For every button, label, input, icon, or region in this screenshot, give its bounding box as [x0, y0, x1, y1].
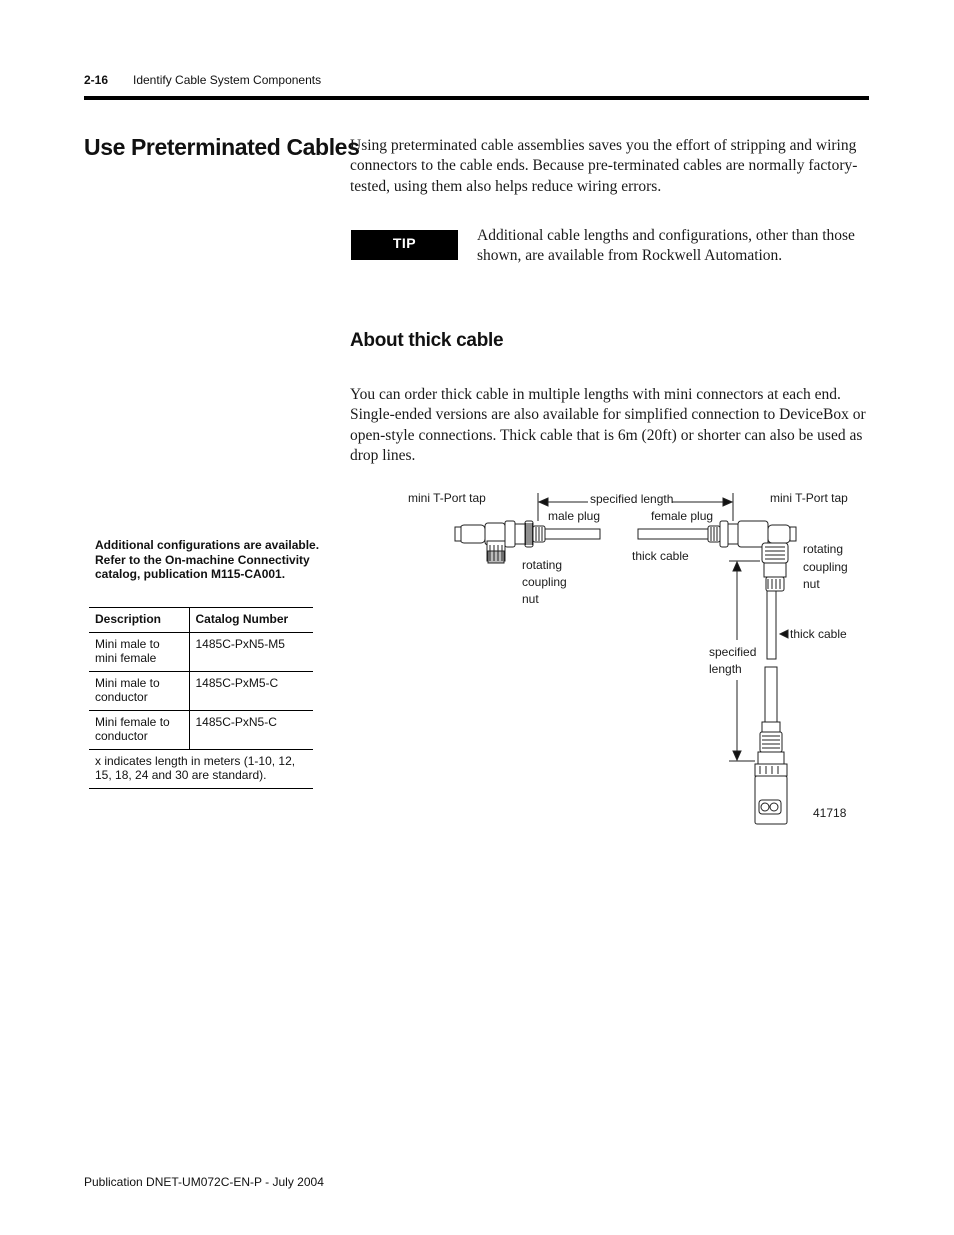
table-header-catalog-number: Catalog Number [195, 612, 289, 626]
label-rotating-left: rotating [522, 558, 563, 572]
horizontal-thick-cable [545, 529, 708, 539]
intro-paragraph: Using preterminated cable assemblies saves you the effort of stripping and wiring connectors to the cable ends. Because pre-terminated cables are normally factory-tested, using them also helps reduce wiring errors. [350, 137, 858, 195]
sidenote: Additional configurations are available. Refer to the On-machine Connectivity catalog, publication M115-CA001. [95, 538, 320, 581]
label-specified: specified [709, 645, 757, 659]
figure-number: 41718 [813, 806, 847, 820]
section-title: Use Preterminated Cables [84, 134, 360, 160]
label-rotating-right: rotating [803, 542, 844, 556]
table-cell-description: Mini female to conductor [89, 711, 189, 750]
label-nut-right: nut [803, 577, 820, 591]
label-female-plug: female plug [651, 509, 714, 523]
table-note-row [89, 750, 313, 789]
tip-badge: TIP [351, 230, 458, 260]
thick-cable-pointer-arrow [780, 630, 788, 638]
table-cell-description: Mini male to conductor [89, 672, 189, 711]
subsection-title: About thick cable [350, 330, 504, 351]
vertical-thick-cable [765, 591, 777, 722]
label-thick-cable-top: thick cable [632, 549, 689, 563]
table-cell-catalog-number: 1485C-PxN5-C [195, 715, 277, 729]
cable-diagram [400, 485, 860, 830]
left-tport-connector [455, 521, 545, 563]
label-thick-cable-right: thick cable [790, 627, 847, 641]
table-cell-catalog-number: 1485C-PxM5-C [195, 676, 279, 690]
right-tport-connector [708, 521, 796, 591]
table-header-description: Description [89, 608, 189, 633]
bottom-connector [755, 722, 787, 824]
table-row [89, 633, 313, 672]
label-coupling-right: coupling [803, 560, 848, 574]
label-specified-length-top: specified length [590, 492, 674, 506]
footer-publication: Publication DNET-UM072C-EN-P - July 2004 [84, 1175, 324, 1189]
thick-cable-paragraph: You can order thick cable in multiple lengths with mini connectors at each end. Single-ended versions are also available for simplified connection to DeviceBox or open-style connections. Thick cable that is 6m (20ft) or shorter can also be used as drop lines. [350, 386, 866, 464]
table-cell-description: Mini male to mini female [89, 633, 189, 672]
table-row [89, 711, 313, 750]
label-coupling-left: coupling [522, 575, 567, 589]
label-tport-left: mini T-Port tap [408, 491, 486, 505]
vertical-dimension-line [729, 561, 760, 761]
table-row [89, 672, 313, 711]
label-tport-right: mini T-Port tap [770, 491, 848, 505]
tip-text: Additional cable lengths and configurations, other than those shown, are available from Rockwell Automation. [477, 227, 855, 265]
label-nut-left: nut [522, 592, 539, 606]
label-length: length [709, 662, 742, 676]
catalog-table [89, 607, 313, 789]
page-number: 2-16 [84, 73, 109, 87]
running-header: Identify Cable System Components [133, 73, 322, 87]
table-header-row [89, 608, 313, 633]
label-male-plug: male plug [548, 509, 601, 523]
table-note: x indicates length in meters (1-10, 12, 15, 18, 24 and 30 are standard). [95, 754, 296, 782]
header-rule [84, 96, 869, 100]
table-cell-catalog-number: 1485C-PxN5-M5 [195, 637, 285, 651]
